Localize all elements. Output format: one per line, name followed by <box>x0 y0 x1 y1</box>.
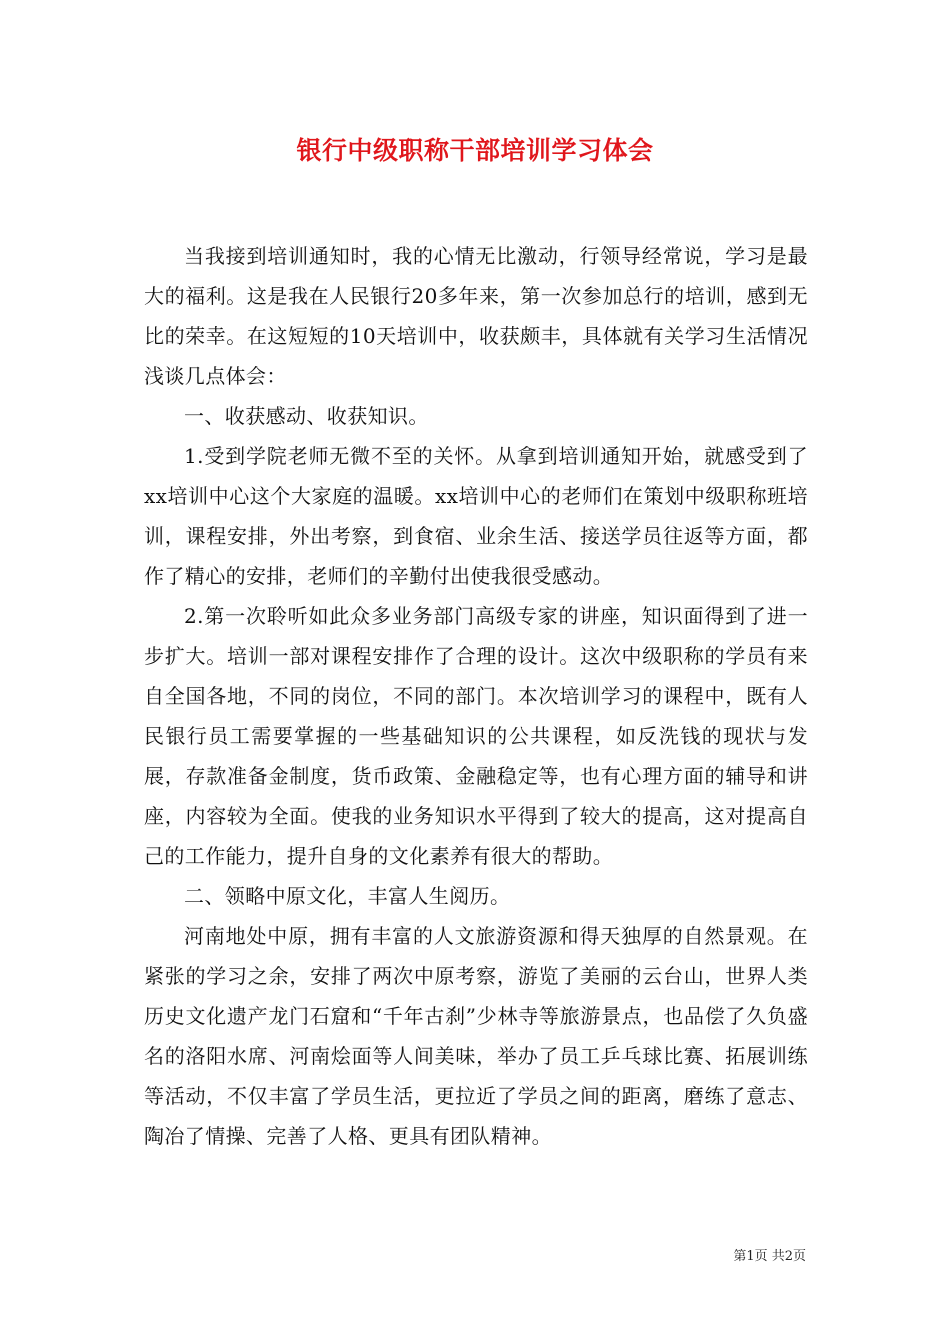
paragraph-item-2: 2.第一次聆听如此众多业务部门高级专家的讲座，知识面得到了进一步扩大。培训一部对课程安排作了合理的设计。这次中级职称的学员有来自全国各地，不同的岗位，不同的部门。本次培训学习的课程中，既有人民银行员工需要掌握的一些基础知识的公共课程，如反洗钱的现状与发展，存款准备金制度，货币政策、金融稳定等，也有心理方面的辅导和讲座，内容较为全面。使我的业务知识水平得到了较大的提高，这对提高自己的工作能力，提升自身的文化素养有很大的帮助。 <box>144 604 808 868</box>
paragraph-culture: 河南地处中原，拥有丰富的人文旅游资源和得天独厚的自然景观。在紧张的学习之余，安排了两次中原考察，游览了美丽的云台山，世界人类历史文化遗产龙门石窟和“千年古刹”少林寺等旅游景点，也品偿了久负盛名的洛阳水席、河南烩面等人间美味，举办了员工乒乓球比赛、拓展训练等活动，不仅丰富了学员生活，更拉近了学员之间的距离，磨练了意志、陶冶了情操、完善了人格、更具有团队精神。 <box>144 924 808 1148</box>
page-number: 第1页 共2页 <box>733 1249 806 1264</box>
document-body <box>144 236 808 1156</box>
paragraph-item-1: 1.受到学院老师无微不至的关怀。从拿到培训通知开始，就感受到了xx培训中心这个大家庭的温暖。xx培训中心的老师们在策划中级职称班培训，课程安排，外出考察，到食宿、业余生活、接送学员往返等方面，都作了精心的安排，老师们的辛勤付出使我很受感动。 <box>144 444 808 588</box>
section-heading-2: 二、领略中原文化，丰富人生阅历。 <box>184 884 511 908</box>
page-title: 银行中级职称干部培训学习体会 <box>296 136 654 165</box>
paragraph-intro: 当我接到培训通知时，我的心情无比激动，行领导经常说，学习是最大的福利。这是我在人民银行20多年来，第一次参加总行的培训，感到无比的荣幸。在这短短的10天培训中，收获颇丰，具体就有关学习生活情况浅谈几点体会： <box>144 244 808 388</box>
section-heading-1: 一、收获感动、收获知识。 <box>184 404 429 428</box>
